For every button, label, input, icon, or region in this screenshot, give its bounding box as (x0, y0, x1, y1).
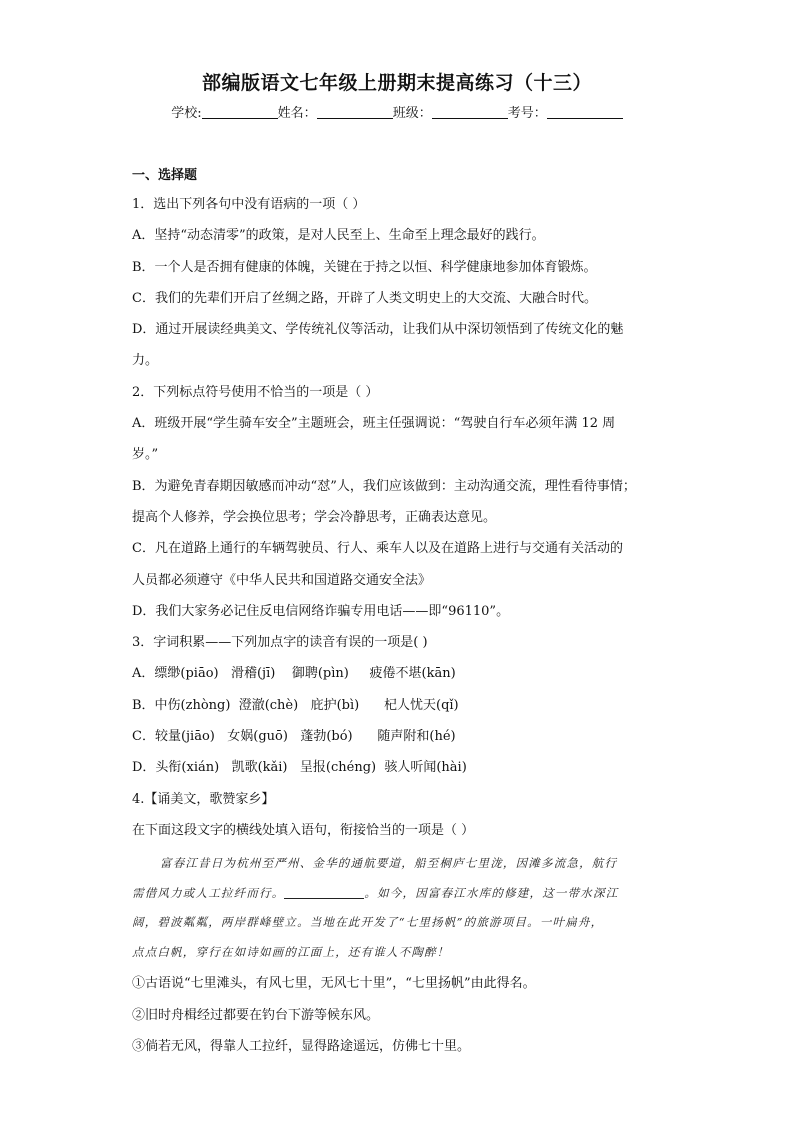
option-a: A．班级开展“学生骑车安全”主题班会，班主任强调说：“驾驶自行车必须年满 12 周 (132, 416, 616, 432)
exam-no-blank (547, 105, 623, 119)
option-c: C．凡在道路上通行的车辆驾驶员、行人、乘车人以及在道路上进行与交通有关活动的 (132, 541, 623, 557)
option-d: D．我们大家务必记住反电信网络诈骗专用电话——即“96110”。 (132, 603, 510, 619)
question-4 (132, 789, 672, 1067)
question-1 (132, 194, 672, 382)
question-2 (132, 382, 672, 632)
sentence-option-3: ③倘若无风，得靠人工拉纤，显得路途遥远，仿佛七十里。 (132, 1038, 471, 1054)
sentence-option-1: ①古语说“七里滩头，有风七里，无风七十里”，“七里扬帆”由此得名。 (132, 976, 536, 992)
sentence-option-2: ②旧时舟楫经过都要在钓台下游等候东风。 (132, 1007, 380, 1023)
page-title: 部编版语文七年级上册期末提高练习（十三） (201, 72, 592, 94)
passage-line (132, 883, 672, 913)
option-c: C．较量(jiāo) 女娲(guō) 蓬勃(bó) 随声附和(hé) (132, 729, 456, 745)
question-content (132, 166, 672, 1067)
option-c: C．我们的先辈们开启了丝绸之路，开辟了人类文明史上的大交流、大融合时代。 (132, 290, 597, 306)
passage-text: 。如今，因富春江水库的修建，这一带水深江 (364, 885, 619, 900)
student-info-row (0, 102, 794, 121)
option-d: D．头衔(xián) 凯歌(kǎi) 呈报(chéng) 骇人听闻(hài) (132, 760, 467, 776)
passage-text: 需借风力或人工拉纤而行。 (132, 885, 285, 900)
option-b-cont: 提高个人修养，学会换位思考；学会冷静思考，正确表达意见。 (132, 509, 497, 525)
option-a-cont: 岁。” (132, 447, 159, 463)
option-a: A．缥缈(piāo) 滑稽(jī) 御聘(pìn) 疲倦不堪(kān) (132, 666, 456, 682)
question-instruction: 在下面这段文字的横线处填入语句，衔接恰当的一项是（ ） (132, 822, 475, 838)
school-blank (202, 105, 278, 119)
option-d-cont: 力。 (132, 353, 159, 369)
section-heading: 一、选择题 (132, 168, 198, 183)
passage-line: 点点白帆，穿行在如诗如画的江面上，还有谁人不陶醉！ (132, 944, 450, 959)
exam-no-label: 考号： (507, 106, 547, 121)
passage-line: 阔，碧波粼粼，两岸群峰壁立。当地在此开发了“七里扬帆”的旅游项目。一叶扁舟， (132, 915, 604, 930)
option-b: B．中伤(zhòng) 澄澈(chè) 庇护(bì) 杞人忧天(qǐ) (132, 697, 459, 713)
option-b: B．为避免青春期因敏感而冲动“怼”人，我们应该做到：主动沟通交流，理性看待事情； (132, 478, 636, 494)
question-stem: 3．字词积累——下列加点字的读音有误的一项是( ) (132, 635, 428, 651)
class-blank (432, 105, 508, 119)
question-3 (132, 632, 672, 788)
reading-passage (132, 853, 672, 971)
passage-line: 富春江昔日为杭州至严州、金华的通航要道，船至桐庐七里泷，因滩多流急，航行 (160, 856, 618, 871)
option-c-cont: 人员都必须遵守《中华人民共和国道路交通安全法》 (132, 572, 432, 588)
class-label: 班级： (392, 106, 432, 121)
name-blank (317, 105, 393, 119)
name-label: 姓名： (277, 106, 317, 121)
question-stem: 2．下列标点符号使用不恰当的一项是（ ） (132, 384, 379, 400)
question-stem: 4.【诵美文，歌赞家乡】 (132, 791, 275, 807)
option-d: D．通过开展读经典美文、学传统礼仪等活动，让我们从中深切领悟到了传统文化的魅 (132, 322, 624, 338)
fill-blank (284, 886, 364, 899)
option-a: A．坚持“动态清零”的政策，是对人民至上、生命至上理念最好的践行。 (132, 228, 545, 244)
option-b: B．一个人是否拥有健康的体魄，关键在于持之以恒、科学健康地参加体育锻炼。 (132, 259, 597, 275)
question-stem: 1．选出下列各句中没有语病的一项（ ） (132, 197, 366, 212)
school-label: 学校: (171, 106, 202, 121)
